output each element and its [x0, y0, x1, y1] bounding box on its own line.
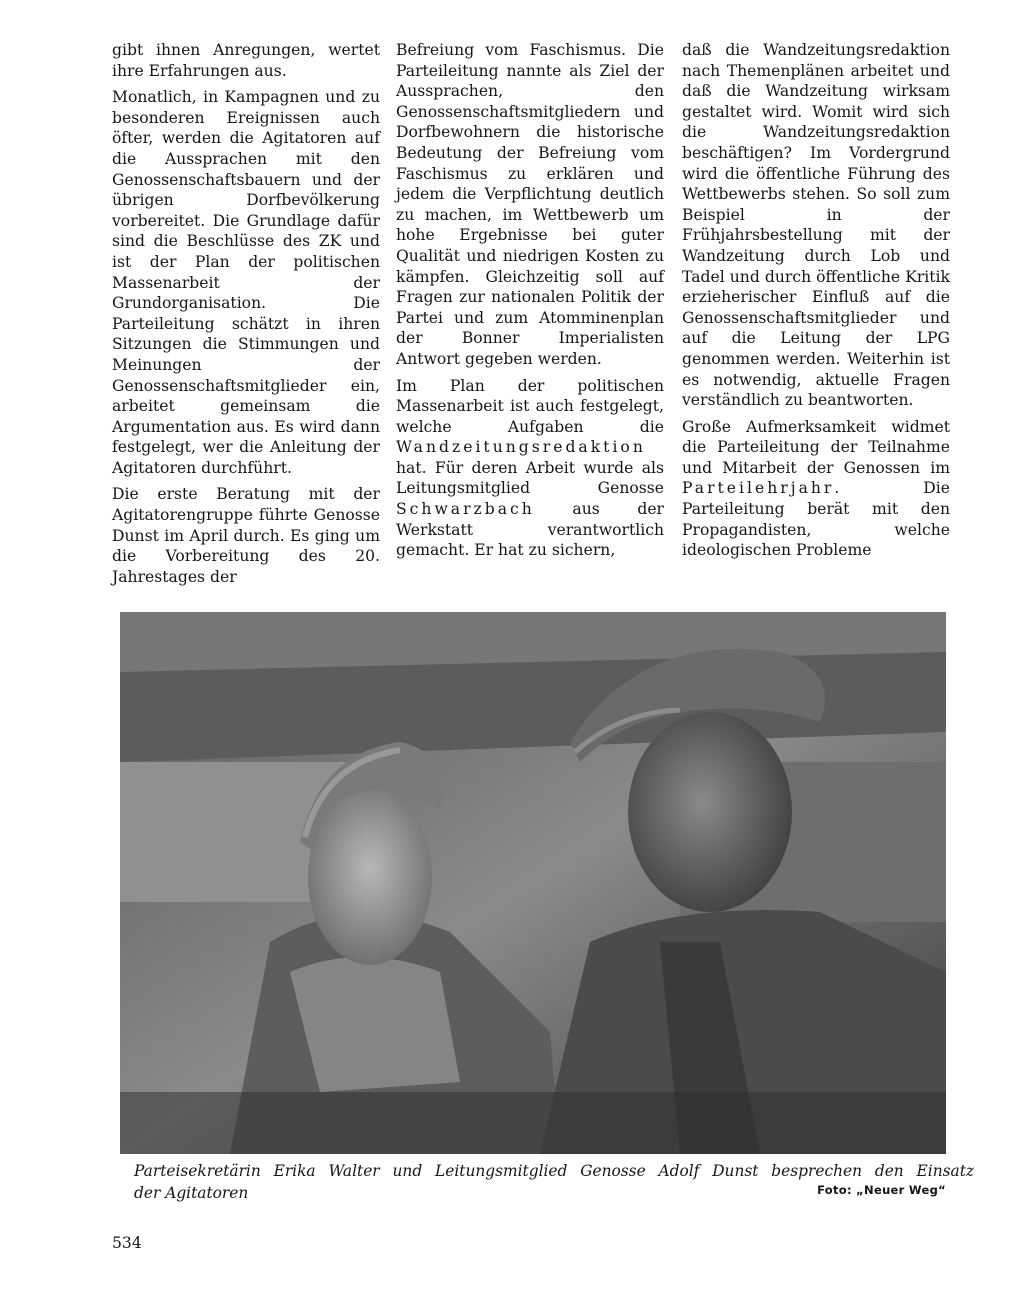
page-number: 534	[112, 1234, 142, 1252]
paragraph: daß die Wandzeitungsredaktion nach Themenplänen arbeitet und daß die Wandzeitung wirksam gestaltet wird. Womit wird sich die Wandzeitungsredaktion beschäftigen? Im Vordergrund wird die öffentliche Führung des Wettbewerbs stehen. So soll zum Beispiel in der Frühjahrsbestellung mit der Wandzeitung durch Lob und Tadel und durch öffentliche Kritik erzieherischer Einfluß auf die Genossenschaftsmitglieder und auf die Leitung der LPG genommen werden. Weiterhin ist es notwendig, aktuelle Fragen verständlich zu beantworten.	[682, 41, 950, 410]
text-run: aus der Werkstatt verantwortlich gemacht. Er hat zu sichern,	[396, 500, 664, 560]
spaced-name: Schwarzbach	[396, 500, 535, 519]
photo-credit: Foto: „Neuer Weg“	[817, 1183, 946, 1197]
photo-caption	[134, 1160, 974, 1204]
paragraph: gibt ihnen Anregungen, wertet ihre Erfahrungen aus.	[112, 41, 380, 80]
spaced-term: Wandzeitungsredaktion	[396, 438, 646, 457]
text-run: hat. Für deren Arbeit wurde als Leitungsmitglied Genosse	[396, 458, 664, 498]
caption-line-1: Parteisekretärin Erika Walter und Leitungsmitglied Genosse Adolf Dunst besprechen den Einsatz	[134, 1162, 974, 1180]
paragraph: Monatlich, in Kampagnen und zu besonderen Ereignissen auch öfter, werden die Agitatoren auf die Aussprachen mit den Genossenschaftsbauern und der übrigen Dorfbevölkerung vorbereitet. Die Grundlage dafür sind die Beschlüsse des ZK und ist der Plan der politischen Massenarbeit der Grundorganisation. Die Parteileitung schätzt in ihren Sitzungen die Stimmungen und Meinungen der Genossenschaftsmitglieder ein, arbeitet gemeinsam die Argumentation aus. Es wird dann festgelegt, wer die Anleitung der Agitatoren durchführt.	[112, 88, 380, 477]
text-column-1	[112, 40, 380, 593]
spaced-term: Parteilehrjahr	[682, 479, 835, 498]
photograph	[120, 612, 946, 1154]
text-run: Große Aufmerksamkeit widmet die Parteileitung der Teilnahme und Mitarbeit der Genossen im	[682, 417, 950, 477]
paragraph: Befreiung vom Faschismus. Die Parteileitung nannte als Ziel der Aussprachen, den Genossenschaftsmitgliedern und Dorfbewohnern die historische Bedeutung der Befreiung vom Faschismus zu erklären und jedem die Verpflichtung deutlich zu machen, im Wettbewerb um hohe Ergebnisse bei guter Qualität und niedrigen Kosten zu kämpfen. Gleichzeitig soll auf Fragen zur nationalen Politik der Partei und zum Atomminenplan der Bonner Imperialisten Antwort gegeben werden.	[396, 41, 664, 368]
paragraph	[396, 376, 664, 561]
text-run: . Die Parteileitung berät mit den Propagandisten, welche ideologischen Probleme	[682, 479, 950, 560]
paragraph	[682, 417, 950, 561]
text-column-2	[396, 40, 664, 567]
paragraph: Die erste Beratung mit der Agitatorengruppe führte Genosse Dunst im April durch. Es ging um die Vorbereitung des 20. Jahrestages der	[112, 485, 380, 586]
caption-line-2: der Agitatoren	[134, 1184, 249, 1202]
text-column-3	[682, 40, 950, 567]
text-run: Im Plan der politischen Massenarbeit ist auch festgelegt, welche Aufgaben die	[396, 376, 664, 436]
photograph-two-people-icon	[120, 612, 946, 1154]
